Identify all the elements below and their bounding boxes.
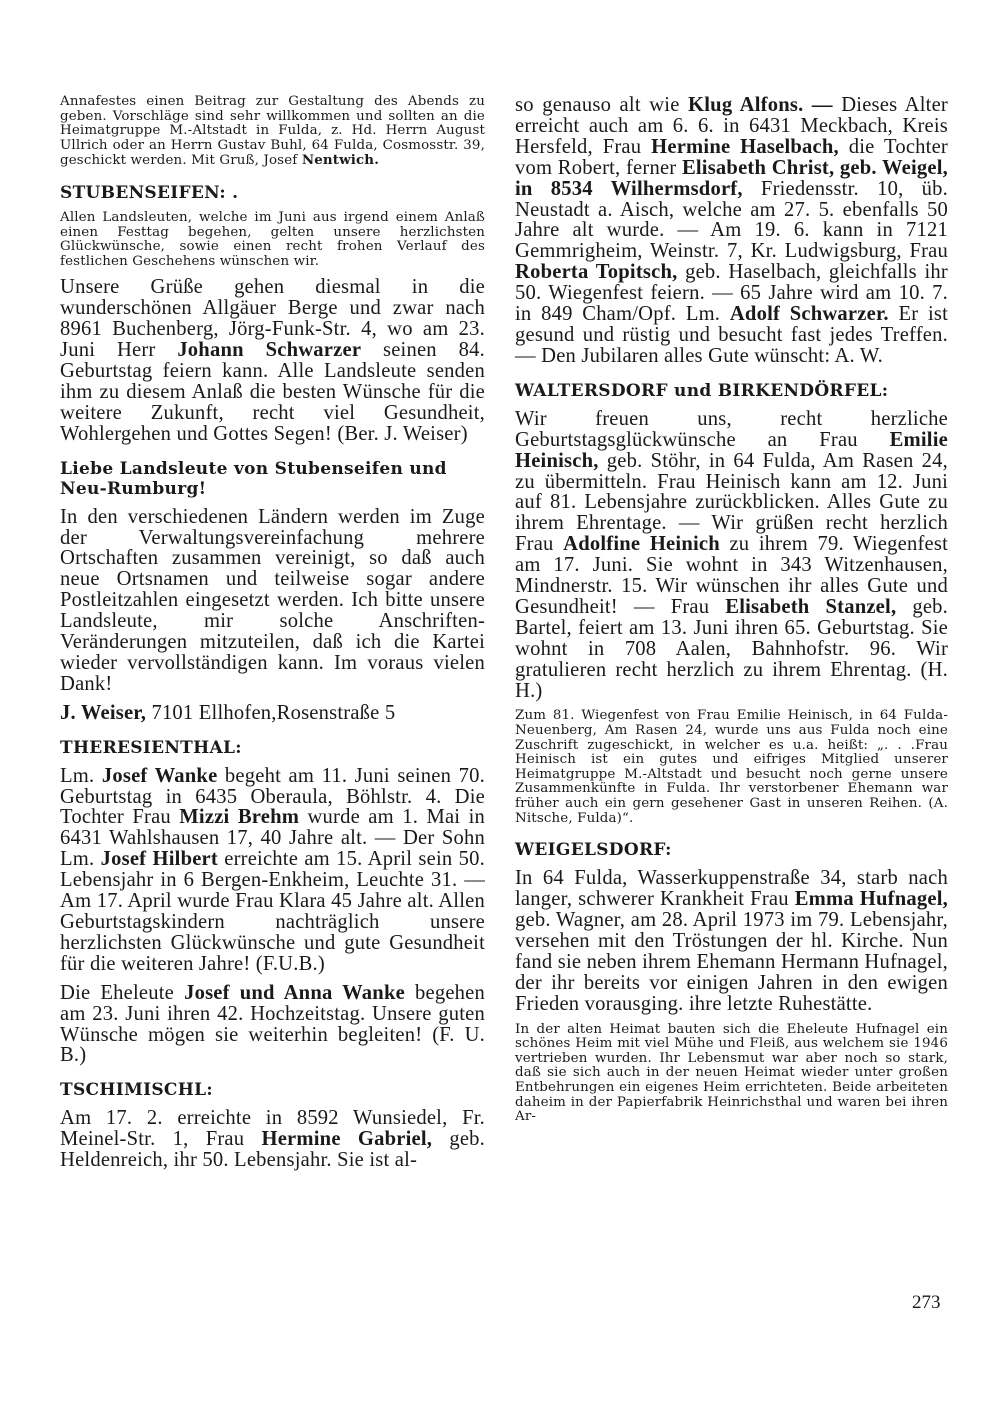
paragraph-theresienthal: Lm. Josef Wanke begeht am 11. Juni seinen 70. Geburtstag in 6435 Oberaula, Böhlstr. 4. Die Tochter Frau Mizzi Brehm wurde am 1. Mai in 6431 Wahlshausen 17, 40 Jahre alt. — Der Sohn Lm. Josef Hilbert erreichte am 15. April sein 50. Lebensjahr in 6 Bergen-Enkheim, Leuchte 31. — Am 17. April wurde Frau Klara 45 Jahre alt. Allen Geburtstagskindern nachträglich unsere herzlichsten Glückwünsche und gute Gesundheit für die weiteren Jahre! (F.U.B.) [60,764,486,975]
paragraph-waltersdorf: Wir freuen uns, recht herzliche Geburtstagsglückwünsche an Frau Emilie Heinisch, geb. Stöhr, in 64 Fulda, Am Rasen 24, zu übermitteln. Frau Heinisch kann am 12. Juni auf 81. Lebensjahre zurückblicken. Alles Gute zu ihrem Ehrentage. — Wir grüßen recht herzlich Frau Adolfine Heinich zu ihrem 79. Wiegenfest am 17. Juni. Sie wohnt in 343 Witzenhausen, Mindnerstr. 15. Wir wünschen ihr alles Gute und Gesundheit! — Frau Elisabeth Stanzel, geb. Bartel, feiert am 13. Juni ihren 65. Geburtstag. Sie wohnt in 708 Aalen, Bahnhofstr. 96. Wir gratulieren recht herzlich zu ihrem Ehrentag. (H. H.) [515,407,948,702]
heading-liebe-landsleute: Liebe Landsleute von Stubenseifen und Neu-Rumburg! [60,458,447,499]
paragraph-annafest: Annafestes einen Beitrag zur Gestaltung des Abends zu geben. Vorschläge sind sehr willkommen und sollten an die Heimatgruppe M.-Altstadt in Fulda, z. Hd. Herrn August Ullrich oder an Herrn Gustav Buhl, 64 Fulda, Cosmosstr. 39, geschickt werden. Mit Gruß, Josef Nentwich. [60,94,485,169]
paragraph-wanke-anniversary: Die Eheleute Josef und Anna Wanke begehen am 23. Juni ihren 42. Hochzeitstag. Unsere guten Wünsche mögen sie weiterhin begleiten! (F. U. B.) [60,981,486,1067]
paragraph-heinisch-letter: Zum 81. Wiegenfest von Frau Emilie Heinisch, in 64 Fulda-Neuenberg, Am Rasen 24, wurde uns aus Fulda noch eine Zuschrift zugeschickt, in welcher es u.a. heißt: „. . .Frau Heinisch ist ein gutes und eifriges Mitglied unserer Heimatgruppe M.-Altstadt und besucht noch gerne unsere Zusammenkünfte in Fulda. Ihr verstorbener Ehemann war früher auch ein gern gesehener Gast in unseren Reihen. (A. Nitsche, Fulda)“. [515,708,948,826]
paragraph-hufnagel-obituary: In 64 Fulda, Wasserkuppenstraße 34, starb nach langer, schwerer Krankheit Frau Emma Hufnagel, geb. Wagner, am 28. April 1973 im 79. Lebensjahr, versehen mit den Tröstungen der hl. Kirche. Nun fand sie neben ihrem Ehemann Hermann Hufnagel, der ihr bereits vor einigen Jahren in den ewigen Frieden vorausging. ihre letzte Ruhestätte. [515,867,948,1015]
page-number: 273 [912,1292,941,1313]
heading-stubenseifen: STUBENSEIFEN: . [60,182,239,203]
paragraph-postleitzahlen: In den verschiedenen Ländern werden im Zuge der Verwaltungsvereinfachung mehrere Ortschaften zusammen vereinigt, so daß auch neue Ortsnamen und teilweise sogar andere Postleitzahlen eingesetzt werden. Ich bitte unsere Landsleute, mir solche Anschriften-Veränderungen mitzuteilen, daß ich die Kartei wieder vervollständigen kann. Im voraus vielen Dank! [60,505,485,695]
signature-weiser: J. Weiser, 7101 Ellhofen,Rosenstraße 5 [60,701,396,724]
name-johann-schwarzer: Johann Schwarzer [177,339,362,362]
heading-weigelsdorf: WEIGELSDORF: [515,840,672,861]
right-column [515,95,948,1125]
signature-nentwich: Nentwich. [301,152,380,169]
heading-theresienthal: THERESIENTHAL: [60,737,242,758]
paragraph-stubenseifen-greetings: Allen Landsleuten, welche im Juni aus irgend einem Anlaß einen Festtag begehen, gelten unsere herzlichsten Glückwünsche, sowie einen recht frohen Verlauf des festlichen Geschehens wünschen wir. [60,209,485,269]
paragraph-birthdays-continued: so genauso alt wie Klug Alfons. — Dieses Alter erreicht auch am 6. 6. in 6431 Meckbach, Kreis Hersfeld, Frau Hermine Haselbach, die Tochter vom Robert, ferner Elisabeth Christ, geb. Weigel, in 8534 Wilhermsdorf, Friedensstr. 10, üb. Neustadt a. Aisch, welche am 27. 5. ebenfalls 50 Jahre alt wurde. — Am 19. 6. kann in 7121 Gemmrigheim, Weinstr. 7, Kr. Ludwigsburg, Frau Roberta Topitsch, geb. Haselbach, gleichfalls ihr 50. Wiegenfest feiern. — 65 Jahre wird am 10. 7. in 849 Cham/Opf. Lm. Adolf Schwarzer. Er ist gesund und rüstig und besucht fast jedes Treffen. — Den Jubilaren alles Gute wünscht: A. W. [515,94,949,367]
paragraph-hufnagel-history: In der alten Heimat bauten sich die Eheleute Hufnagel ein schönes Heim mit viel Mühe und Fleiß, aus welchem sie 1946 vertrieben wurden. Ihr Lebensmut war aber noch so stark, daß sie sich auch in der neuen Heimat wieder unter großen Entbehrungen ein eigenes Heim errichteten. Beide arbeiteten daheim in der Papierfabrik Heinrichsthal und waren bei ihren Ar- [515,1021,948,1125]
paragraph-schwarzer: Unsere Grüße gehen diesmal in die wunderschönen Allgäuer Berge und zwar nach 8961 Buchenberg, Jörg-Funk-Str. 4, wo am 23. Juni Herr Johann Schwarzer seinen 84. Geburtstag feiern kann. Alle Landsleute senden ihm zu diesem Anlaß die besten Wünsche für die weitere Zukunft, recht viel Gesundheit, Wohlergehen und Gottes Segen! (Ber. J. Weiser) [60,276,485,445]
paragraph-tschimischl: Am 17. 2. erreichte in 8592 Wunsiedel, Fr. Meinel-Str. 1, Frau Hermine Gabriel, geb. Heldenreich, ihr 50. Lebensjahr. Sie ist al- [60,1107,486,1172]
left-column [60,95,485,1171]
heading-tschimischl: TSCHIMISCHL: [60,1080,213,1101]
heading-waltersdorf: WALTERSDORF und BIRKENDÖRFEL: [515,380,889,401]
